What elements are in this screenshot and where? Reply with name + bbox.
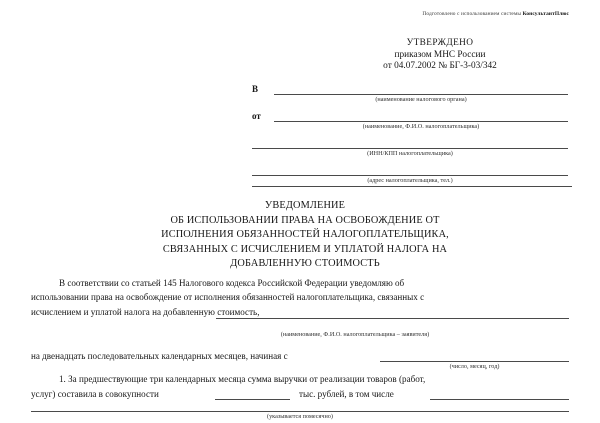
- field-inn-kpp: [252, 137, 572, 157]
- title-line-4: СВЯЗАННЫХ С ИСЧИСЛЕНИЕМ И УПЛАТОЙ НАЛОГА НА: [162, 243, 448, 255]
- revenue-breakdown-blank[interactable]: [430, 399, 569, 400]
- field-label-to: В: [252, 84, 259, 94]
- applicant-name-blank[interactable]: [216, 318, 569, 319]
- field-caption-tax-authority: (наименование налогового органа): [375, 96, 467, 103]
- approval-line-3: от 04.07.2002 № БГ-3-03/342: [383, 61, 497, 72]
- months-text: на двенадцать последовательных календарных месяцев, начиная с: [31, 351, 288, 361]
- intro-line-2: использовании права на освобождение от исполнения обязанностей налогоплательщика, связанных с: [31, 292, 425, 302]
- item1-line-1: 1. За предшествующие три календарных месяца сумма выручки от реализации товаров (работ,: [59, 374, 426, 384]
- applicant-name-caption: (наименование, Ф.И.О. налогоплательщика – заявителя): [280, 331, 430, 338]
- field-rule-extra[interactable]: [252, 186, 572, 187]
- title-line-3: ИСПОЛНЕНИЯ ОБЯЗАННОСТЕЙ НАЛОГОПЛАТЕЛЬЩИКА,: [161, 229, 449, 241]
- field-caption-taxpayer-name: (наименование, Ф.И.О. налогоплательщика): [362, 123, 480, 130]
- approval-line-2: приказом МНС России: [394, 49, 486, 60]
- page-title: [70, 199, 540, 272]
- item1-line-2-part-b: тыс. рублей, в том числе: [299, 389, 394, 399]
- title-line-1: УВЕДОМЛЕНИЕ: [264, 200, 346, 211]
- system-note-brand: КонсультантПлюс: [522, 11, 569, 17]
- field-label-from: от: [252, 111, 261, 121]
- monthly-detail-caption: (указывается помесячно): [267, 413, 333, 420]
- intro-line-1: В соответствии со статьей 145 Налогового кодекса Российской Федерации уведомляю об: [59, 278, 405, 288]
- field-tax-authority: [252, 83, 572, 103]
- start-date-caption: (число, месяц, год): [449, 363, 500, 370]
- field-caption-address: (адрес налогоплательщика, тел.): [367, 177, 453, 184]
- system-note: [422, 11, 569, 17]
- item1-line-2-part-a: услуг) составила в совокупности: [31, 389, 159, 399]
- revenue-amount-blank[interactable]: [215, 399, 290, 400]
- field-taxpayer-name: [252, 110, 572, 130]
- system-note-prefix: Подготовлено с использованием системы: [422, 11, 523, 17]
- intro-line-3: исчислением и уплатой налога на добавленную стоимость,: [31, 307, 260, 317]
- field-caption-inn-kpp: (ИНН/КПП налогоплательщика): [367, 150, 453, 157]
- approval-line-1: УТВЕРЖДЕНО: [406, 38, 474, 48]
- body-text: [31, 276, 569, 291]
- field-address: [252, 164, 572, 184]
- intro-paragraph: [31, 276, 569, 291]
- approval-block: [300, 38, 580, 73]
- title-line-5: ДОБАВЛЕННУЮ СТОИМОСТЬ: [230, 258, 380, 270]
- title-line-2: ОБ ИСПОЛЬЗОВАНИИ ПРАВА НА ОСВОБОЖДЕНИЕ ОТ: [170, 214, 440, 226]
